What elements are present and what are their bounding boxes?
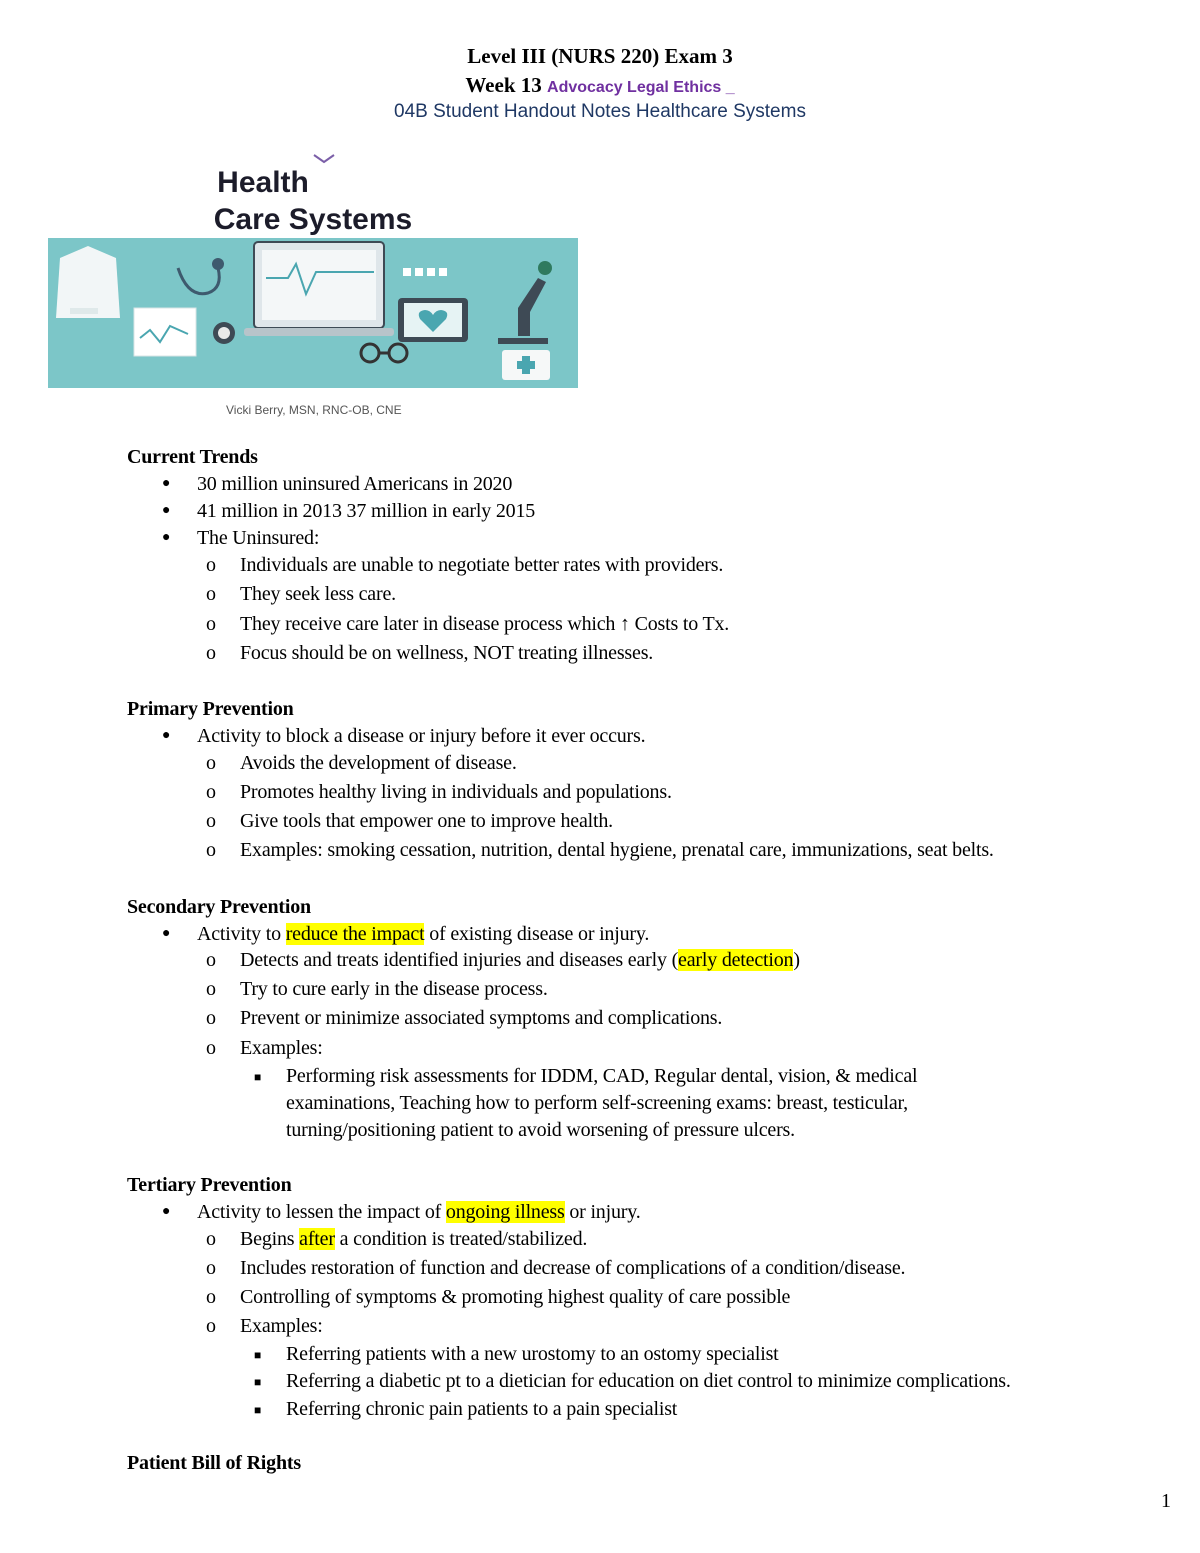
cover-credit: Vicki Berry, MSN, RNC-OB, CNE [226,403,402,417]
section-heading-tertiary-prevention: Tertiary Prevention [127,1174,292,1196]
medical-items-icon [48,238,578,388]
highlight: ongoing illness [445,1201,565,1223]
chevron-icon [313,154,335,164]
section-heading-primary-prevention: Primary Prevention [127,698,294,720]
cover-image [48,150,578,420]
cover-title-line2: Care Systems [213,203,413,236]
document-title: Level III (NURS 220) Exam 3 [467,44,733,68]
document-subtitle [0,73,1200,98]
cover-title-line1: Health [217,166,309,199]
week-topic: Advocacy Legal Ethics _ [547,79,735,96]
highlight: early detection [678,949,794,971]
handout-title: 04B Student Handout Notes Healthcare Systems [394,101,806,122]
highlight: reduce the impact [285,923,425,945]
section-heading-current-trends: Current Trends [127,446,258,468]
page-number: 1 [1161,1490,1171,1512]
section-heading-secondary-prevention: Secondary Prevention [127,896,311,918]
section-heading-patient-bill-of-rights: Patient Bill of Rights [127,1452,301,1474]
highlight: after [299,1228,335,1250]
week-label: Week 13 [465,73,542,97]
medical-illustration [48,238,578,388]
